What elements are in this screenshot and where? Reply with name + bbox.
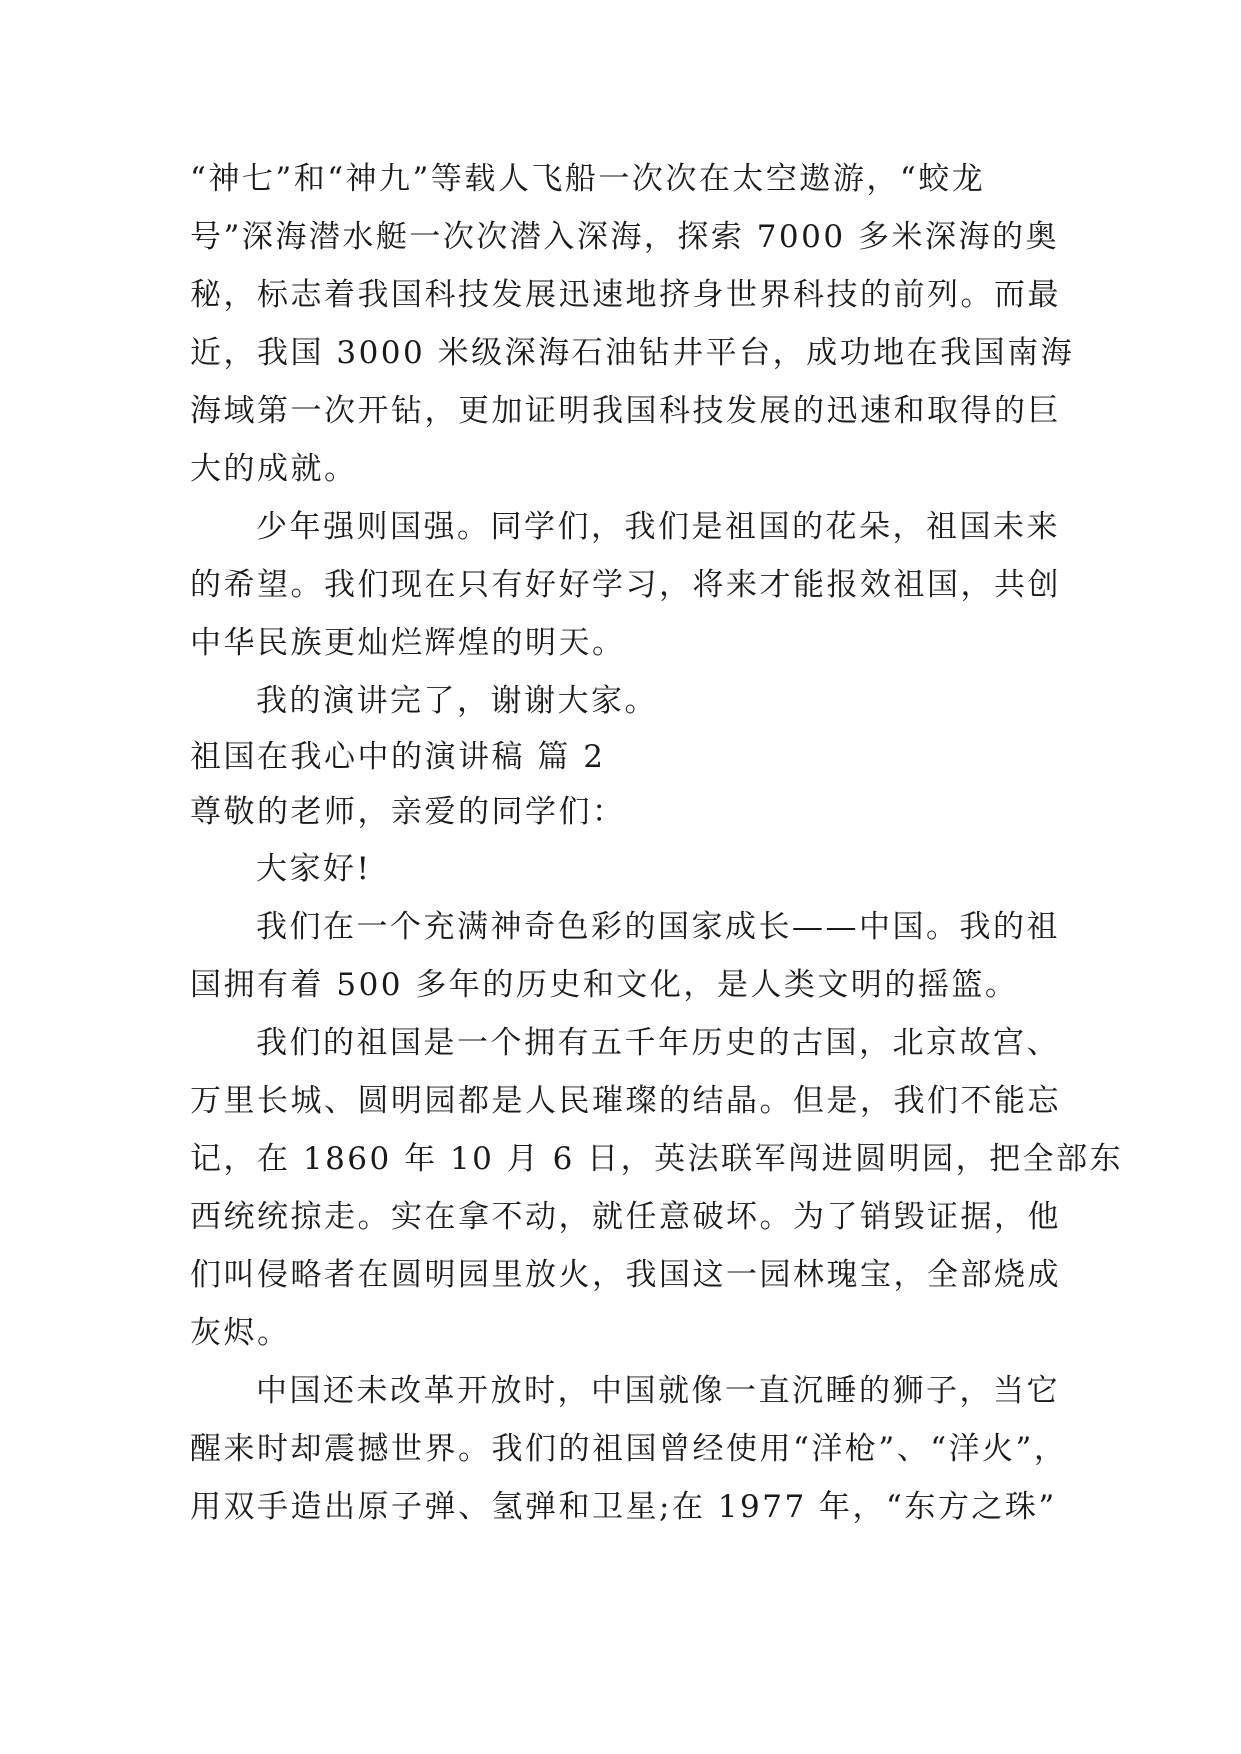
text-line: 号”深海潜水艇一次次潜入深海，探索 7000 多米深海的奥 — [190, 219, 1059, 255]
paragraph-first-line: 我们在一个充满神奇色彩的国家成长——中国。我的祖 — [256, 909, 1060, 945]
paragraph-first-line: 少年强则国强。同学们，我们是祖国的花朵，祖国未来 — [256, 509, 1060, 545]
text-line: 海域第一次开钻，更加证明我国科技发展的迅速和取得的巨 — [190, 393, 1061, 429]
text-line: 西统统掠走。实在拿不动，就任意破坏。为了销毁证据，他 — [190, 1199, 1061, 1235]
text-line: 近，我国 3000 米级深海石油钻井平台，成功地在我国南海 — [190, 335, 1075, 371]
text-line: 秘，标志着我国科技发展迅速地挤身世界科技的前列。而最 — [190, 277, 1061, 313]
text-line: 国拥有着 500 多年的历史和文化，是人类文明的摇篮。 — [190, 967, 1019, 1003]
text-line: 记，在 1860 年 10 月 6 日，英法联军闯进圆明园，把全部东 — [190, 1141, 1124, 1177]
section-heading: 祖国在我心中的演讲稿 篇 2 — [190, 739, 606, 775]
salutation: 尊敬的老师，亲爱的同学们： — [190, 794, 626, 830]
text-line: 大的成就。 — [190, 451, 358, 487]
text-line: 醒来时却震撼世界。我们的祖国曾经使用“洋枪”、“洋火”， — [190, 1431, 1068, 1467]
closing-line: 我的演讲完了，谢谢大家。 — [256, 683, 658, 719]
document-body — [190, 150, 1124, 1536]
text-line: 万里长城、圆明园都是人民璀璨的结晶。但是，我们不能忘 — [190, 1083, 1061, 1119]
text-line: 用双手造出原子弹、氢弹和卫星;在 1977 年，“东方之珠” — [190, 1489, 1057, 1525]
text-line: 中华民族更灿烂辉煌的明天。 — [190, 625, 626, 661]
greeting: 大家好! — [256, 851, 372, 887]
text-line: 灰烬。 — [190, 1315, 291, 1351]
paragraph-first-line: 中国还未改革开放时，中国就像一直沉睡的狮子，当它 — [256, 1373, 1060, 1409]
text-line: “神七”和“神九”等载人飞船一次次在太空遨游，“蛟龙 — [190, 161, 986, 197]
text-line: 的希望。我们现在只有好好学习，将来才能报效祖国，共创 — [190, 567, 1061, 603]
paragraph-first-line: 我们的祖国是一个拥有五千年历史的古国，北京故宫、 — [256, 1025, 1060, 1061]
text-line: 们叫侵略者在圆明园里放火，我国这一园林瑰宝，全部烧成 — [190, 1257, 1061, 1293]
